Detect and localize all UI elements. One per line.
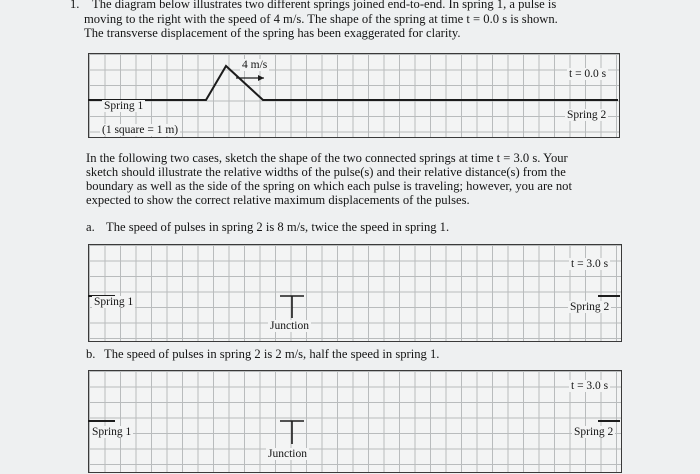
instruction-line-1: In the following two cases, sketch the shape of the two connected springs at time t = 3.0 s. Your (86, 151, 568, 165)
intro-line-2: moving to the right with the speed of 4 m/s. The shape of the spring at time t = 0.0 s is shown. (84, 12, 558, 26)
part-a-junction-label: Junction (270, 320, 309, 332)
scale-label: (1 square = 1 m) (102, 124, 179, 136)
problem-number: 1. (70, 0, 80, 11)
instruction-line-3: boundary as well as the side of the spring on which each pulse is traveling; however, you are not (86, 179, 572, 193)
spring2-label-initial: Spring 2 (567, 109, 607, 121)
part-b-text: The speed of pulses in spring 2 is 2 m/s, half the speed in spring 1. (104, 347, 440, 361)
spring1-label-initial: Spring 1 (104, 100, 144, 112)
part-b-spring2-label: Spring 2 (574, 426, 614, 438)
part-a-time-label: t = 3.0 s (571, 258, 609, 270)
intro-line-1: The diagram below illustrates two different springs joined end-to-end. In spring 1, a pulse is (92, 0, 557, 11)
part-b-time-label: t = 3.0 s (571, 380, 609, 392)
part-a-spring1-label: Spring 1 (94, 296, 134, 308)
time-label-initial: t = 0.0 s (569, 68, 607, 80)
part-b-junction-label: Junction (268, 448, 307, 460)
part-a-text: The speed of pulses in spring 2 is 8 m/s, twice the speed in spring 1. (106, 220, 450, 234)
part-b-letter: b. (86, 347, 96, 361)
intro-line-3: The transverse displacement of the spring has been exaggerated for clarity. (84, 26, 461, 40)
speed-label: 4 m/s (242, 59, 268, 71)
instruction-line-4: expected to show the correct relative maximum displacements of the pulses. (86, 193, 470, 207)
part-b-spring1-label: Spring 1 (92, 426, 132, 438)
instruction-line-2: sketch should illustrate the relative widths of the pulse(s) and their relative distance(s) from the (86, 165, 566, 179)
part-a-spring2-label: Spring 2 (570, 301, 610, 313)
part-a-letter: a. (86, 220, 95, 234)
